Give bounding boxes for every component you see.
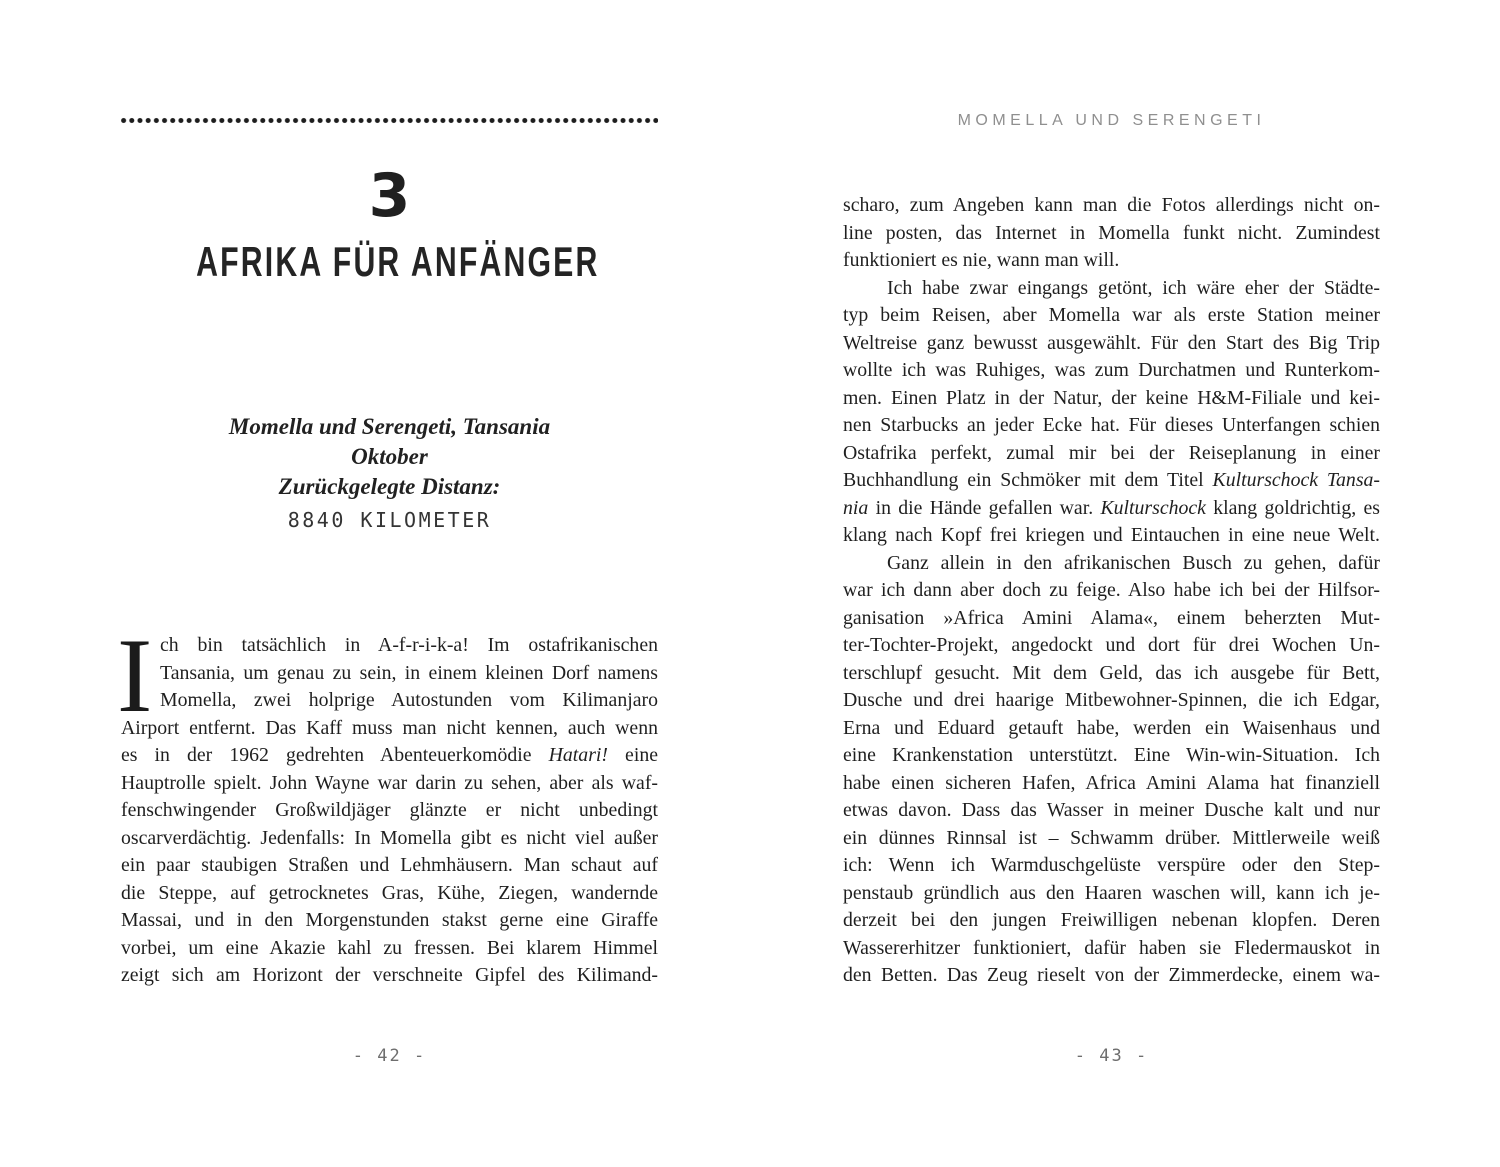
dateline-distance-value: 8840 KILOMETER [287, 508, 492, 532]
text-line: Ganz allein in den afrikanischen Busch zu gehen, dafür [887, 551, 1380, 574]
text-line: Airport entfernt. Das Kaff muss man nicht kennen, auch wenn [121, 716, 658, 739]
text-line: ein paar staubigen Straßen und Lehmhäusern. Man schaut auf [121, 854, 658, 876]
chapter-dateline [121, 412, 658, 535]
text-line: Hauptrolle spielt. John Wayne war darin zu sehen, aber als waf- [121, 771, 658, 794]
text-line: Tansania, um genau zu sein, in einem kleinen Dorf namens [160, 661, 658, 684]
text-line: nia in die Hände gefallen war. Kulturschock klang goldrichtig, es [843, 496, 1381, 519]
text-line: vorbei, um eine Akazie kahl zu fressen. Bei klarem Himmel [121, 936, 658, 959]
dateline-month: Oktober [351, 444, 428, 469]
text-line: Wassererhitzer funktioniert, dafür haben sie Fledermauskot in [843, 936, 1380, 959]
text-line: habe einen sicheren Hafen, Africa Amini Alama hat finanziell [843, 771, 1380, 794]
text-line: eine Krankenstation unterstützt. Eine Win-win-Situation. Ich [843, 744, 1380, 766]
running-head: MOMELLA UND SERENGETI [957, 112, 1266, 129]
text-line: funktioniert es nie, wann man will. [843, 249, 1120, 271]
right-page [843, 0, 1380, 1167]
text-line: Momella, zwei holprige Autostunden vom Kilimanjaro [160, 689, 658, 711]
dateline-distance-label: Zurückgelegte Distanz: [278, 474, 501, 499]
text-line: Ich habe zwar eingangs getönt, ich wäre eher der Städte- [887, 276, 1380, 299]
right-body-lines [843, 192, 1380, 990]
text-line: Massai, und in den Morgenstunden stakst gerne eine Giraffe [121, 909, 658, 931]
text-line: Buchhandlung ein Schmöker mit dem Titel Kulturschock Tansa- [843, 469, 1380, 491]
page-number-right: - 43 - [1074, 1046, 1149, 1066]
text-line: es in der 1962 gedrehten Abenteuerkomödie Hatari! eine [121, 744, 658, 766]
right-page-body-text [843, 192, 1380, 990]
text-line: Weltreise ganz bewusst ausgewählt. Für den Start des Big Trip [843, 331, 1380, 354]
text-line: Erna und Eduard getauft habe, werden ein Waisenhaus und [843, 716, 1380, 739]
text-line: klang nach Kopf frei kriegen und Eintauchen in eine neue Welt. [843, 524, 1380, 546]
left-page [117, 0, 658, 1167]
text-line: zeigt sich am Horizont der verschneite Gipfel des Kilimand- [121, 964, 658, 986]
chapter-divider-dots-icon [121, 117, 658, 124]
text-line: ich: Wenn ich Warmduschgelüste verspüre oder den Step- [843, 854, 1380, 876]
text-line: den Betten. Das Zeug rieselt von der Zimmerdecke, einem wa- [843, 964, 1380, 986]
text-line: ganisation »Africa Amini Alama«, einem beherzten Mut- [843, 606, 1380, 629]
text-line: derzeit bei den jungen Freiwilligen nebenan klopfen. Deren [843, 909, 1380, 931]
text-line: scharo, zum Angeben kann man die Fotos allerdings nicht on- [843, 194, 1380, 216]
text-line: typ beim Reisen, aber Momella war als erste Station meiner [843, 304, 1380, 326]
text-line: Ostafrika perfekt, zumal mir bei der Reiseplanung in einer [843, 441, 1380, 464]
drop-cap: I [117, 617, 153, 734]
text-line: terschlupf gesucht. Mit dem Geld, das ich ausgebe für Bett, [843, 661, 1380, 684]
text-line: wollte ich was Ruhiges, was zum Durchatmen und Runterkom- [843, 359, 1380, 381]
text-line: etwas davon. Dass das Wasser in meiner Dusche kalt und nur [843, 799, 1380, 821]
text-line: men. Einen Platz in der Natur, der keine H&M-Filiale und kei- [843, 386, 1380, 409]
text-line: penstaub gründlich aus den Haaren waschen will, kann ich je- [843, 881, 1380, 904]
text-line: die Steppe, auf getrocknetes Gras, Kühe, Ziegen, wandernde [121, 881, 658, 904]
text-line: line posten, das Internet in Momella funkt nicht. Zumindest [843, 221, 1380, 244]
text-line: fenschwingender Großwildjäger glänzte er nicht unbedingt [121, 799, 658, 821]
text-line: oscarverdächtig. Jedenfalls: In Momella gibt es nicht viel außer [121, 826, 658, 849]
text-line: nen Starbucks an jeder Ecke hat. Für dieses Unterfangen schien [843, 414, 1380, 436]
text-line: Dusche und drei haarige Mitbewohner-Spinnen, die ich Edgar, [843, 689, 1380, 711]
dateline-location: Momella und Serengeti, Tansania [228, 414, 551, 439]
left-body-lines [121, 632, 658, 990]
chapter-title: AFRIKA FÜR ANFÄNGER [196, 238, 600, 285]
left-page-body-text [117, 617, 658, 990]
page-number-left: - 42 - [352, 1046, 427, 1066]
chapter-number: 3 [368, 161, 411, 231]
text-line: war ich dann aber doch zu feige. Also habe ich bei der Hilfsor- [843, 579, 1380, 601]
text-line: ein dünnes Rinnsal ist – Schwamm drüber. Mittlerweile weiß [843, 826, 1380, 849]
text-line: ch bin tatsächlich in A-f-r-i-k-a! Im ostafrikanischen [160, 634, 658, 656]
text-line: ter-Tochter-Projekt, angedockt und dort für drei Wochen Un- [843, 634, 1380, 656]
